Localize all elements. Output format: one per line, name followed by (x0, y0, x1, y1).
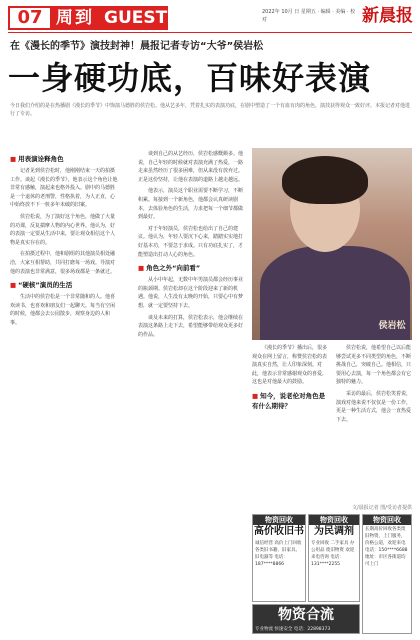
ad-header: 物资回收 (253, 515, 305, 525)
article-headline: 一身硬功底，百味好表演 (8, 59, 372, 97)
article-kicker: 在《漫长的季节》演技封神！晨报记者专访“大爷”侯岩松 (10, 41, 264, 52)
body-paragraph: 谈到自己的从艺经历，侯岩松感慨颇多。他说，自己年轻的时候就对表演充满了热爱，一路走来虽然经历了很多困难，但从来没有放弃过。正是这份坚持，让他在表演的道路上越走越远。 (138, 151, 244, 183)
section-number: 07 (8, 6, 52, 30)
ad-header: 物资回收 (309, 515, 359, 525)
body-paragraph: 谈及未来的打算，侯岩松表示，他会继续在表演这条路上走下去，希望能够带给观众更多好的作品。 (138, 314, 244, 338)
article-column-2 (138, 150, 244, 638)
section-subheading: ■ 知今，说老伦对角色是有什么期待？ (252, 391, 328, 411)
section-subheading: ■ “硬核”演员的生活 (10, 280, 118, 290)
ad-box (252, 514, 306, 602)
ad-title: 物资合流 (278, 607, 334, 623)
body-paragraph: 侯岩松说，他希望自己以后能够尝试更多不同类型的角色，不断挑战自己，突破自己。他相信，只要用心去演，每一个角色都会有它独特的魅力。 (336, 345, 412, 386)
ad-box (252, 604, 360, 634)
portrait-hair (282, 156, 368, 204)
body-paragraph: 采访的最后，侯岩松笑着说，演戏对他来说不仅仅是一份工作，更是一种生活方式，他会一直热爱下去。 (336, 390, 412, 423)
body-paragraph: 生活中的侯岩松是一个非常随和的人。他喜欢读书，也喜欢和朋友们一起聊天。每当有空闲的时候，他都会去公园散步，观察身边的人和事。 (10, 294, 116, 326)
section-title-cn: 周到 (56, 8, 94, 28)
newspaper-logo: 新晨报 (362, 6, 413, 26)
section-subheading: ■ 用表演诠释角色 (10, 154, 118, 164)
portrait-signature: 侯岩松 (378, 321, 406, 331)
ad-title: 高价收旧书 (254, 526, 304, 537)
section-title-en: GUEST (104, 8, 168, 28)
ad-title: 为民调剂 (314, 526, 354, 537)
masthead (0, 0, 420, 34)
body-paragraph: 对于年轻演员，侯岩松也给出了自己的建议。他认为，年轻人要沉下心来，踏踏实实地打好基本功，不要急于求成。只有功底扎实了，才能塑造出打动人心的角色。 (138, 225, 244, 258)
ad-box (308, 514, 360, 602)
body-paragraph: 在拍摄过程中，他和剧组的其他演员相处融洽，大家互相帮助，共同打磨每一场戏。导演对他的表演也非常满意，很多场戏都是一条就过。 (10, 251, 116, 275)
body-paragraph: 侯岩松说，为了演好这个角色，他做了大量的功课，反复揣摩人物的内心世界。他认为，好的表演一定要从生活中来，要让观众相信这个人物是真实存在的。 (10, 213, 116, 246)
article-intro: 今日我们介绍的是在热播剧《漫长的季节》中饰演马德胜的侯岩松。他从艺多年，凭着扎实的表演功底，在剧中塑造了一个有血有肉的角色，演技获得观众一致好评。本报记者对他进行了专访。 (10, 103, 411, 117)
article-column-1 (10, 150, 118, 638)
body-paragraph: 《漫长的季节》播出后，很多观众在网上留言，称赞侯岩松的表演真实自然，让人印象深刻。对此，他表示非常感谢观众的喜爱，这也是对他最大的鼓励。 (252, 345, 328, 386)
classified-ads (252, 514, 412, 634)
photo-caption: 文/晨报记者 图/受访者提供 (352, 505, 412, 511)
portrait-photo (252, 148, 412, 340)
issue-info: 2022年 10月 日 星期五 · 编辑 · 美编 · 校对 (262, 9, 356, 23)
ad-header: 物资回收 (363, 515, 411, 525)
article-column-3 (252, 344, 412, 504)
ad-text: 专业回收 二手家具 办公用品 废旧物资 欢迎来电咨询 电话：131****2255 (311, 541, 355, 567)
ad-box (362, 514, 412, 634)
body-paragraph: 记者见到侯岩松时，他刚刚结束一天的拍摄工作。谈起《漫长的季节》，他表示这个角色让他非常有感触，演起来也格外投入。剧中的马德胜是一个退休的老刑警，性格执着，为人正直，心中始终放不下一桩多年未破的旧案。 (10, 168, 118, 209)
masthead-rule (8, 32, 412, 33)
body-paragraph: 从小中年起，无数中年男演员都会经历事业的瓶颈期。侯岩松却在这个阶段迎来了新的机遇。他说，人生没有太晚的开始，只要心中有梦想，就一定要坚持下去。 (138, 277, 244, 309)
section-subheading: ■ 角色之外“向前看” (138, 263, 244, 273)
ad-text: 诚信经营 高价上门回收各类旧书籍、旧家具、旧电器等 电话：187****8866 (255, 541, 302, 567)
body-paragraph: 他表示，演员这个职业需要不断学习，不断积累。每接到一个新角色，他都会认真研读剧本，去体验角色的生活，力求把每一个细节都做到最好。 (138, 188, 244, 221)
ad-text: 长期高价回收各类废旧物资，上门服务，价格公道，欢迎来电 电话：150****6688 地址：市区各街道均可上门 (365, 527, 408, 567)
ad-text: 专业物流 快速安全 电话：22898373 (255, 627, 331, 632)
